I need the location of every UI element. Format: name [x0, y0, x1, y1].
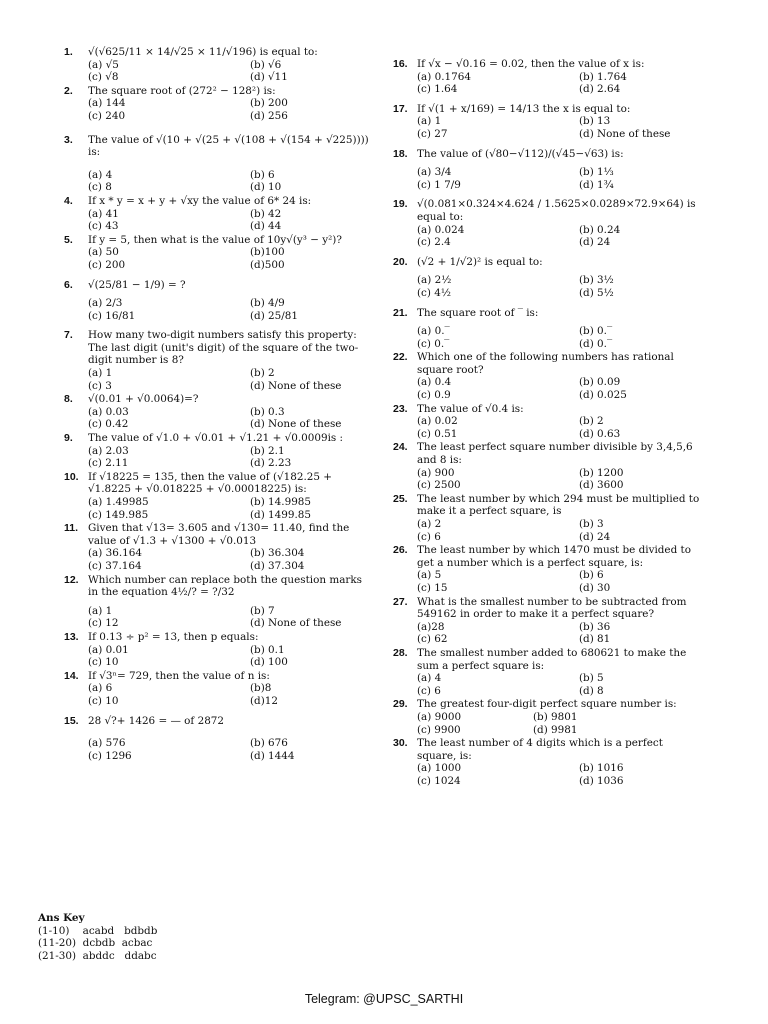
question-13	[64, 631, 369, 669]
option-a: (a) 2	[417, 518, 442, 530]
option-d: (d) 1444	[250, 749, 295, 762]
question-number: 9.	[64, 432, 73, 445]
option-a: (a) 1	[417, 115, 442, 128]
option-c: (c) 62	[417, 633, 448, 646]
option-b: (b) 676	[250, 737, 288, 750]
question-17	[393, 103, 705, 141]
option-b: (b) 3	[579, 518, 604, 530]
option-a: (a) 1	[88, 367, 113, 380]
answer-key-line: (11-20) dcbdb acbac	[38, 937, 153, 950]
option-a: (a) 1	[88, 604, 113, 617]
option-d: (d) None of these	[250, 617, 342, 630]
option-a: (a) 2/3	[88, 297, 123, 310]
option-b: (b) 13	[579, 115, 611, 128]
question-stem: If 0.13 ÷ p² = 13, then p equals:	[88, 630, 259, 643]
question-stem: The square root of (272² − 128²) is:	[88, 84, 276, 97]
question-number: 10.	[64, 470, 79, 483]
question-number: 22.	[393, 351, 408, 364]
option-b: (b) 1.764	[579, 70, 627, 83]
answer-key-line: (1-10) acabd bdbdb	[38, 924, 158, 937]
option-d: (d) 8	[579, 684, 604, 697]
option-b: (b) 4/9	[250, 297, 285, 310]
option-b: (b) 6	[579, 569, 604, 582]
option-a: (a) 0.024	[417, 223, 465, 236]
option-b: (b)8	[250, 682, 272, 695]
option-c: (c) 16/81	[88, 309, 136, 322]
option-c: (c) 43	[88, 220, 119, 233]
question-28	[393, 647, 705, 697]
question-number: 29.	[393, 698, 408, 711]
option-a: (a) 0.‾	[417, 325, 450, 338]
option-a: (a) 1000	[417, 762, 462, 775]
option-d: (d) 2.23	[250, 457, 292, 470]
option-a: (a) 0.02	[417, 415, 458, 428]
question-stem: If y = 5, then what is the value of 10y√(y³ − y²)?	[88, 233, 342, 246]
option-d: (d) None of these	[579, 127, 671, 140]
answer-key-line: (21-30) abddc ddabc	[38, 949, 157, 962]
option-a: (a) 4	[88, 168, 113, 181]
question-6	[64, 279, 369, 323]
option-b: (b) 0.1	[250, 643, 285, 656]
question-stem: How many two-digit numbers satisfy this property: The last digit (unit's digit) of the square of the two-digit number is 8?	[88, 329, 359, 367]
option-a: (a) 36.164	[88, 547, 142, 560]
option-d: (d) 81	[579, 633, 611, 646]
question-21	[393, 307, 705, 351]
question-number: 24.	[393, 441, 408, 454]
question-number: 5.	[64, 233, 73, 246]
option-d: (d) 1499.85	[250, 508, 312, 521]
question-stem: If √18225 = 135, then the value of (√182.25 + √1.8225 + √0.018225 + √0.00018225) is:	[88, 470, 332, 496]
question-number: 17.	[393, 102, 408, 115]
option-a: (a) 144	[88, 97, 126, 110]
option-b: (b) 2	[250, 367, 275, 380]
question-8	[64, 393, 369, 431]
question-stem: √(0.081×0.324×4.624 / 1.5625×0.0289×72.9×64) is equal to:	[417, 198, 696, 223]
question-number: 27.	[393, 595, 408, 608]
option-d: (d) None of these	[250, 418, 342, 431]
option-b: (b) √6	[250, 58, 282, 71]
option-a: (a) 0.03	[88, 405, 129, 418]
question-30	[393, 737, 705, 787]
option-b: (b) 0.09	[579, 376, 621, 389]
question-15	[64, 715, 369, 763]
option-c: (c) 8	[88, 181, 112, 194]
question-number: 13.	[64, 630, 79, 643]
option-c: (c) 0.9	[417, 389, 451, 402]
option-a: (a) 2.03	[88, 444, 129, 457]
answer-key	[38, 912, 157, 962]
question-stem: The least number of 4 digits which is a perfect square, is:	[417, 737, 663, 762]
option-c: (c) 6	[417, 684, 441, 697]
option-a: (a) √5	[88, 58, 119, 71]
option-d: (d) 1036	[579, 774, 624, 787]
question-24	[393, 441, 705, 491]
question-11	[64, 522, 369, 572]
question-number: 23.	[393, 402, 408, 415]
option-d: (d) 25/81	[250, 309, 299, 322]
question-27	[393, 596, 705, 646]
question-12	[64, 574, 369, 630]
option-b: (b) 7	[250, 604, 275, 617]
option-a: (a) 41	[88, 207, 119, 220]
option-b: (b) 3½	[579, 274, 614, 287]
question-stem: If x * y = x + y + √xy the value of 6* 24 is:	[88, 194, 312, 207]
option-c: (c) 27	[417, 127, 448, 140]
question-number: 30.	[393, 737, 408, 750]
question-number: 25.	[393, 492, 408, 505]
option-d: (d) None of these	[250, 379, 342, 392]
question-4	[64, 195, 369, 233]
question-stem: If √x − √0.16 = 0.02, then the value of x is:	[417, 58, 645, 70]
option-b: (b) 0.3	[250, 405, 285, 418]
option-c: (c) 149.985	[88, 508, 149, 521]
option-b: (b) 1⅓	[579, 166, 614, 179]
question-stem: 28 √?+ 1426 = — of 2872	[88, 714, 225, 727]
option-d: (d) 0.63	[579, 427, 621, 440]
question-number: 3.	[64, 133, 73, 146]
question-stem: The greatest four-digit perfect square number is:	[417, 698, 677, 711]
option-a: (a) 4	[417, 672, 442, 685]
option-b: (b) 36.304	[250, 547, 305, 560]
option-c: (c) 3	[88, 379, 112, 392]
option-a: (a) 1.49985	[88, 496, 149, 508]
option-b: (b) 1200	[579, 466, 624, 479]
option-d: (d) 44	[250, 220, 282, 233]
question-stem: If √(1 + x/169) = 14/13 the x is equal to:	[417, 102, 631, 115]
question-stem: √(0.01 + √0.0064)=?	[88, 393, 199, 406]
option-a: (a) 3/4	[417, 166, 452, 179]
question-20	[393, 256, 705, 300]
option-c: (c) 12	[88, 617, 119, 630]
option-d: (d) 2.64	[579, 83, 621, 96]
option-b: (b) 1016	[579, 762, 624, 775]
option-b: (b) 2	[579, 415, 604, 428]
option-d: (d) 9981	[533, 723, 578, 736]
option-c: (c) 1.64	[417, 83, 458, 96]
option-c: (c) 9900	[417, 723, 461, 736]
option-a: (a) 50	[88, 246, 119, 259]
question-stem: Which number can replace both the question marks in the equation 4½/? = ?/32	[88, 573, 362, 599]
question-number: 20.	[393, 255, 408, 268]
option-d: (d) 24	[579, 236, 611, 249]
question-number: 19.	[393, 198, 408, 211]
question-number: 12.	[64, 573, 79, 586]
telegram-footer: Telegram: @UPSC_SARTHI	[304, 992, 464, 1006]
option-c: (c) 6	[417, 530, 441, 543]
option-c: (c) 1 7/9	[417, 178, 461, 191]
option-a: (a) 0.1764	[417, 70, 471, 83]
answer-key-title: Ans Key	[38, 912, 85, 924]
question-stem: The least perfect square number divisible by 3,4,5,6 and 8 is:	[417, 441, 693, 467]
question-1	[64, 46, 369, 84]
question-5	[64, 234, 369, 272]
option-c: (c) √8	[88, 71, 119, 84]
question-number: 21.	[393, 306, 408, 319]
option-a: (a) 0.4	[417, 376, 452, 389]
option-d: (d) 5½	[579, 286, 614, 299]
option-d: (d) 24	[579, 530, 611, 543]
question-18	[393, 148, 705, 192]
question-19	[393, 198, 705, 248]
option-c: (c) 2.4	[417, 236, 451, 249]
question-number: 28.	[393, 646, 408, 659]
option-c: (c) 37.164	[88, 559, 142, 572]
left-column	[64, 46, 369, 763]
option-c: (c) 2.11	[88, 457, 129, 470]
right-column	[393, 58, 705, 788]
question-number: 16.	[393, 58, 408, 70]
option-c: (c) 0.42	[88, 418, 129, 431]
option-c: (c) 200	[88, 258, 126, 271]
question-16	[393, 58, 705, 96]
option-a: (a) 2½	[417, 274, 452, 287]
question-number: 14.	[64, 669, 79, 682]
option-d: (d) 10	[250, 181, 282, 194]
question-number: 15.	[64, 714, 79, 727]
question-23	[393, 403, 705, 441]
question-stem: Which one of the following numbers has rational square root?	[417, 351, 674, 376]
question-stem: The value of (√80−√112)/(√45−√63) is:	[417, 147, 624, 160]
option-b: (b) 0.‾	[579, 325, 613, 338]
option-d: (d) 100	[250, 656, 288, 669]
option-a: (a)28	[417, 620, 445, 633]
question-22	[393, 351, 705, 401]
question-number: 4.	[64, 194, 73, 207]
question-7	[64, 329, 369, 392]
option-a: (a) 0.01	[88, 643, 129, 656]
question-stem: Given that √13= 3.605 and √130= 11.40, find the value of √1.3 + √1300 + √0.013	[88, 522, 350, 547]
option-a: (a) 6	[88, 682, 113, 695]
question-number: 8.	[64, 393, 73, 406]
option-b: (b) 2.1	[250, 444, 285, 457]
question-stem: The least number by which 1470 must be divided to get a number which is a perfect square, is:	[417, 544, 691, 569]
option-d: (d) √11	[250, 71, 288, 84]
question-number: 18.	[393, 147, 408, 160]
option-d: (d) 0.025	[579, 389, 627, 402]
question-stem: √(√625/11 × 14/√25 × 11/√196) is equal to:	[88, 46, 318, 58]
question-stem: The value of √(10 + √(25 + √(108 + √(154 + √225)))) is:	[88, 133, 369, 159]
option-c: (c) 240	[88, 109, 126, 122]
option-a: (a) 576	[88, 737, 126, 750]
question-10	[64, 471, 369, 521]
option-d: (d) 3600	[579, 479, 624, 492]
option-c: (c) 4½	[417, 286, 451, 299]
option-a: (a) 900	[417, 466, 455, 479]
option-b: (b) 14.9985	[250, 496, 312, 508]
question-3	[64, 134, 369, 194]
question-stem: The least number by which 294 must be multiplied to make it a perfect square, is	[417, 492, 700, 518]
question-number: 2.	[64, 84, 73, 97]
option-c: (c) 15	[417, 581, 448, 594]
question-stem: (√2 + 1/√2)² is equal to:	[417, 255, 543, 268]
option-c: (c) 2500	[417, 479, 461, 492]
question-stem: The value of √1.0 + √0.01 + √1.21 + √0.0009is :	[88, 432, 344, 445]
option-d: (d)500	[250, 258, 285, 271]
question-9	[64, 432, 369, 470]
option-b: (b) 6	[250, 168, 275, 181]
option-a: (a) 5	[417, 569, 442, 582]
option-b: (b) 36	[579, 620, 611, 633]
question-stem: The smallest number added to 680621 to make the sum a perfect square is:	[417, 646, 687, 672]
question-number: 6.	[64, 278, 73, 291]
option-d: (d) 0.‾	[579, 337, 613, 350]
option-d: (d) 256	[250, 109, 288, 122]
option-b: (b)100	[250, 246, 285, 259]
option-d: (d) 37.304	[250, 559, 305, 572]
option-b: (b) 42	[250, 207, 282, 220]
question-stem: The value of √0.4 is:	[417, 402, 524, 415]
question-stem: If √3ⁿ= 729, then the value of n is:	[88, 669, 270, 682]
question-stem: √(25/81 − 1/9) = ?	[88, 278, 186, 291]
option-d: (d) 1¾	[579, 178, 614, 191]
question-14	[64, 670, 369, 708]
question-number: 26.	[393, 544, 408, 557]
question-25	[393, 493, 705, 543]
question-number: 1.	[64, 46, 73, 58]
option-c: (c) 1296	[88, 749, 132, 762]
question-stem: What is the smallest number to be subtracted from 549162 in order to make it a perfect square?	[417, 595, 687, 621]
option-d: (d) 30	[579, 581, 611, 594]
question-29	[393, 698, 705, 736]
option-b: (b) 9801	[533, 710, 578, 723]
option-b: (b) 200	[250, 97, 288, 110]
option-d: (d)12	[250, 694, 278, 707]
option-b: (b) 0.24	[579, 223, 621, 236]
question-number: 7.	[64, 329, 73, 342]
question-2	[64, 85, 369, 123]
question-number: 11.	[64, 522, 79, 535]
question-stem: The square root of ‾ is:	[417, 306, 539, 319]
option-c: (c) 1024	[417, 774, 461, 787]
option-c: (c) 10	[88, 656, 119, 669]
option-c: (c) 10	[88, 694, 119, 707]
option-c: (c) 0.51	[417, 427, 458, 440]
option-c: (c) 0.‾	[417, 337, 450, 350]
option-b: (b) 5	[579, 672, 604, 685]
option-a: (a) 9000	[417, 710, 462, 723]
question-26	[393, 544, 705, 594]
